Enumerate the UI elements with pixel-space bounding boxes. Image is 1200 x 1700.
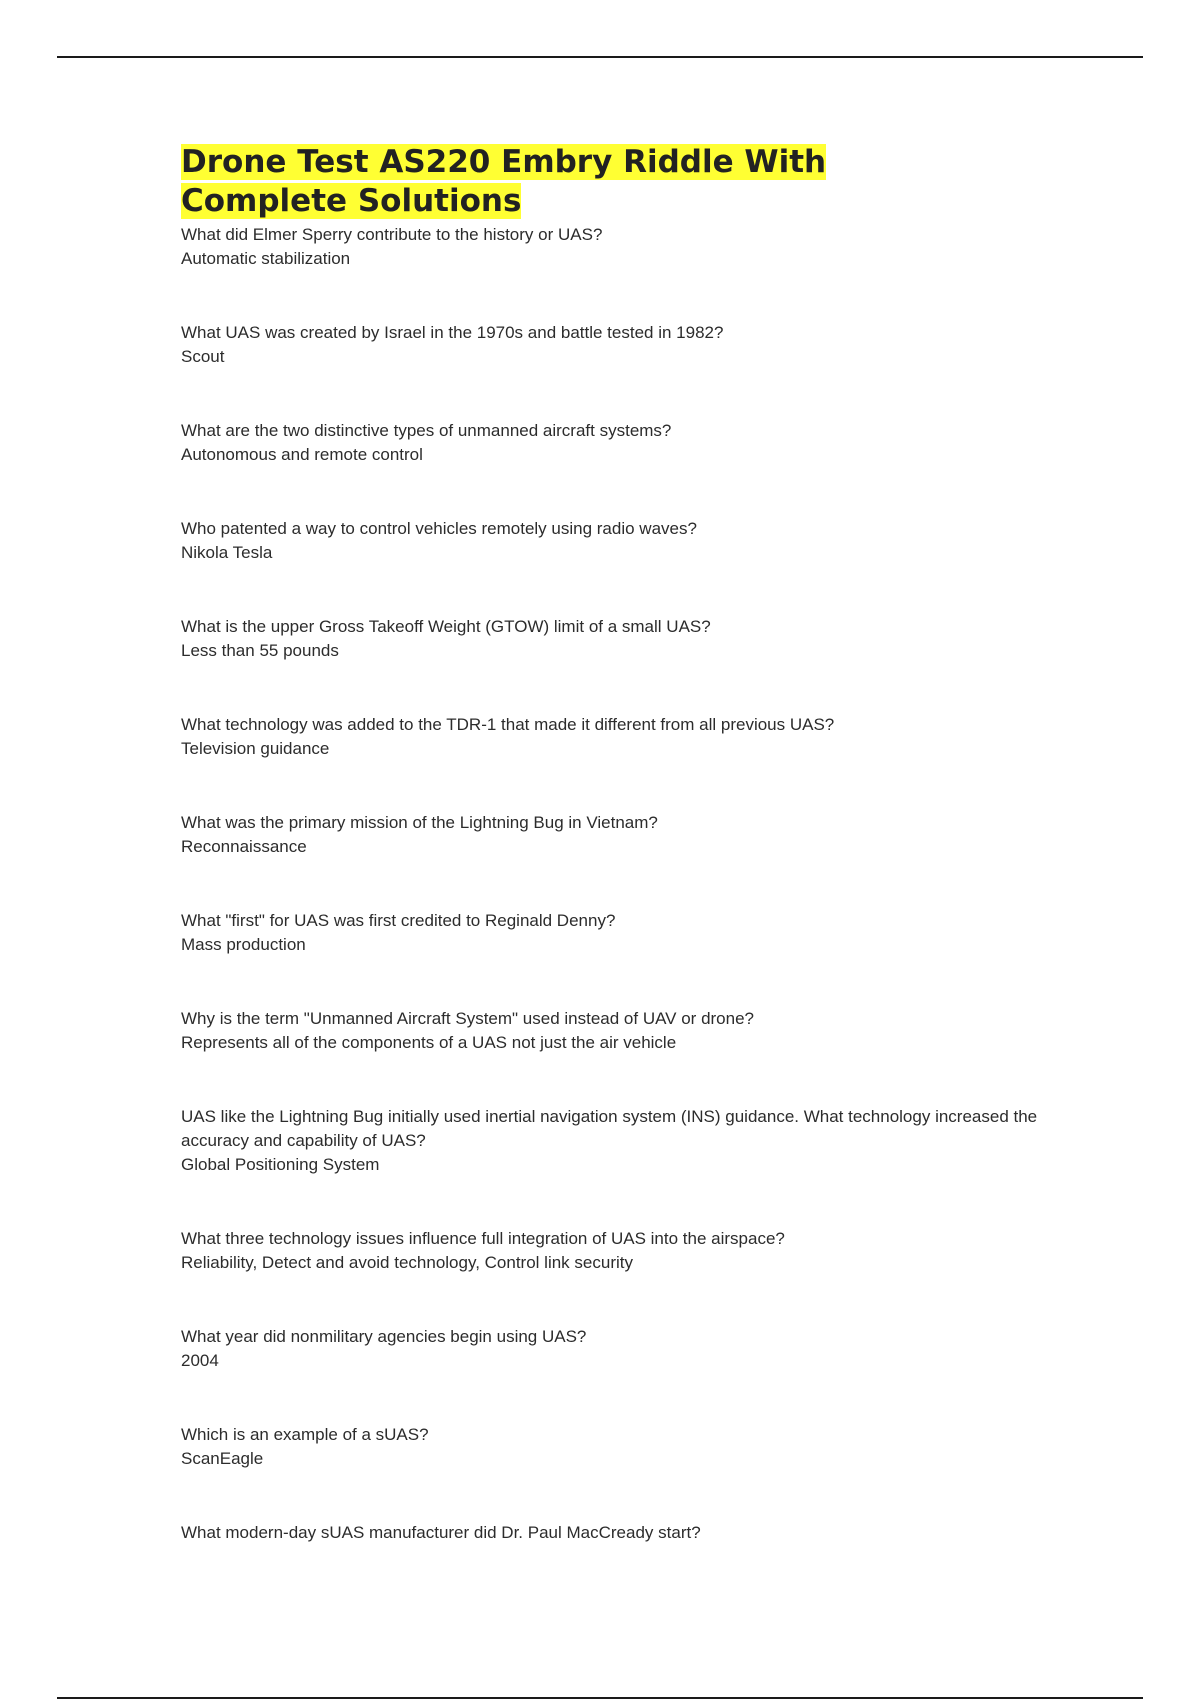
question: Which is an example of a sUAS? bbox=[181, 1425, 429, 1444]
qa-item bbox=[181, 1325, 1041, 1373]
answer: Reconnaissance bbox=[181, 837, 307, 856]
answer: Less than 55 pounds bbox=[181, 641, 339, 660]
qa-item bbox=[181, 1521, 1041, 1545]
answer: Automatic stabilization bbox=[181, 249, 351, 268]
document-title bbox=[181, 143, 861, 221]
question: What "first" for UAS was first credited to Reginald Denny? bbox=[181, 911, 616, 930]
question: What was the primary mission of the Lightning Bug in Vietnam? bbox=[181, 813, 658, 832]
answer: Global Positioning System bbox=[181, 1155, 380, 1174]
answer: Autonomous and remote control bbox=[181, 445, 423, 464]
bottom-rule bbox=[57, 1697, 1143, 1699]
answer: Reliability, Detect and avoid technology, Control link security bbox=[181, 1253, 633, 1272]
question: What technology was added to the TDR-1 that made it different from all previous UAS? bbox=[181, 715, 835, 734]
qa-item bbox=[181, 1423, 1041, 1471]
answer: Television guidance bbox=[181, 739, 330, 758]
answer: Mass production bbox=[181, 935, 306, 954]
question: Why is the term "Unmanned Aircraft System" used instead of UAV or drone? bbox=[181, 1009, 755, 1028]
answer: Represents all of the components of a UAS not just the air vehicle bbox=[181, 1033, 677, 1052]
question: What modern-day sUAS manufacturer did Dr. Paul MacCready start? bbox=[181, 1523, 701, 1542]
question: Who patented a way to control vehicles remotely using radio waves? bbox=[181, 519, 697, 538]
qa-item bbox=[181, 1105, 1041, 1177]
question: What year did nonmilitary agencies begin using UAS? bbox=[181, 1327, 587, 1346]
document-title-text: Drone Test AS220 Embry Riddle With Complete Solutions bbox=[181, 144, 827, 219]
question: UAS like the Lightning Bug initially used inertial navigation system (INS) guidance. What technology increased the accuracy and capability of UAS? bbox=[181, 1107, 1038, 1150]
qa-item bbox=[181, 419, 1041, 467]
answer: 2004 bbox=[181, 1351, 219, 1370]
question: What three technology issues influence full integration of UAS into the airspace? bbox=[181, 1229, 785, 1248]
qa-item bbox=[181, 1227, 1041, 1275]
question: What is the upper Gross Takeoff Weight (GTOW) limit of a small UAS? bbox=[181, 617, 711, 636]
qa-item bbox=[181, 713, 1041, 761]
document-body bbox=[181, 143, 1041, 1595]
qa-item bbox=[181, 321, 1041, 369]
question: What did Elmer Sperry contribute to the history or UAS? bbox=[181, 225, 603, 244]
qa-item bbox=[181, 909, 1041, 957]
answer: Nikola Tesla bbox=[181, 543, 273, 562]
answer: Scout bbox=[181, 347, 225, 366]
qa-item bbox=[181, 615, 1041, 663]
question: What are the two distinctive types of unmanned aircraft systems? bbox=[181, 421, 672, 440]
answer: ScanEagle bbox=[181, 1449, 264, 1468]
top-rule bbox=[57, 56, 1143, 58]
qa-item bbox=[181, 811, 1041, 859]
qa-item bbox=[181, 1007, 1041, 1055]
question: What UAS was created by Israel in the 1970s and battle tested in 1982? bbox=[181, 323, 724, 342]
qa-item bbox=[181, 517, 1041, 565]
qa-item bbox=[181, 223, 1041, 271]
